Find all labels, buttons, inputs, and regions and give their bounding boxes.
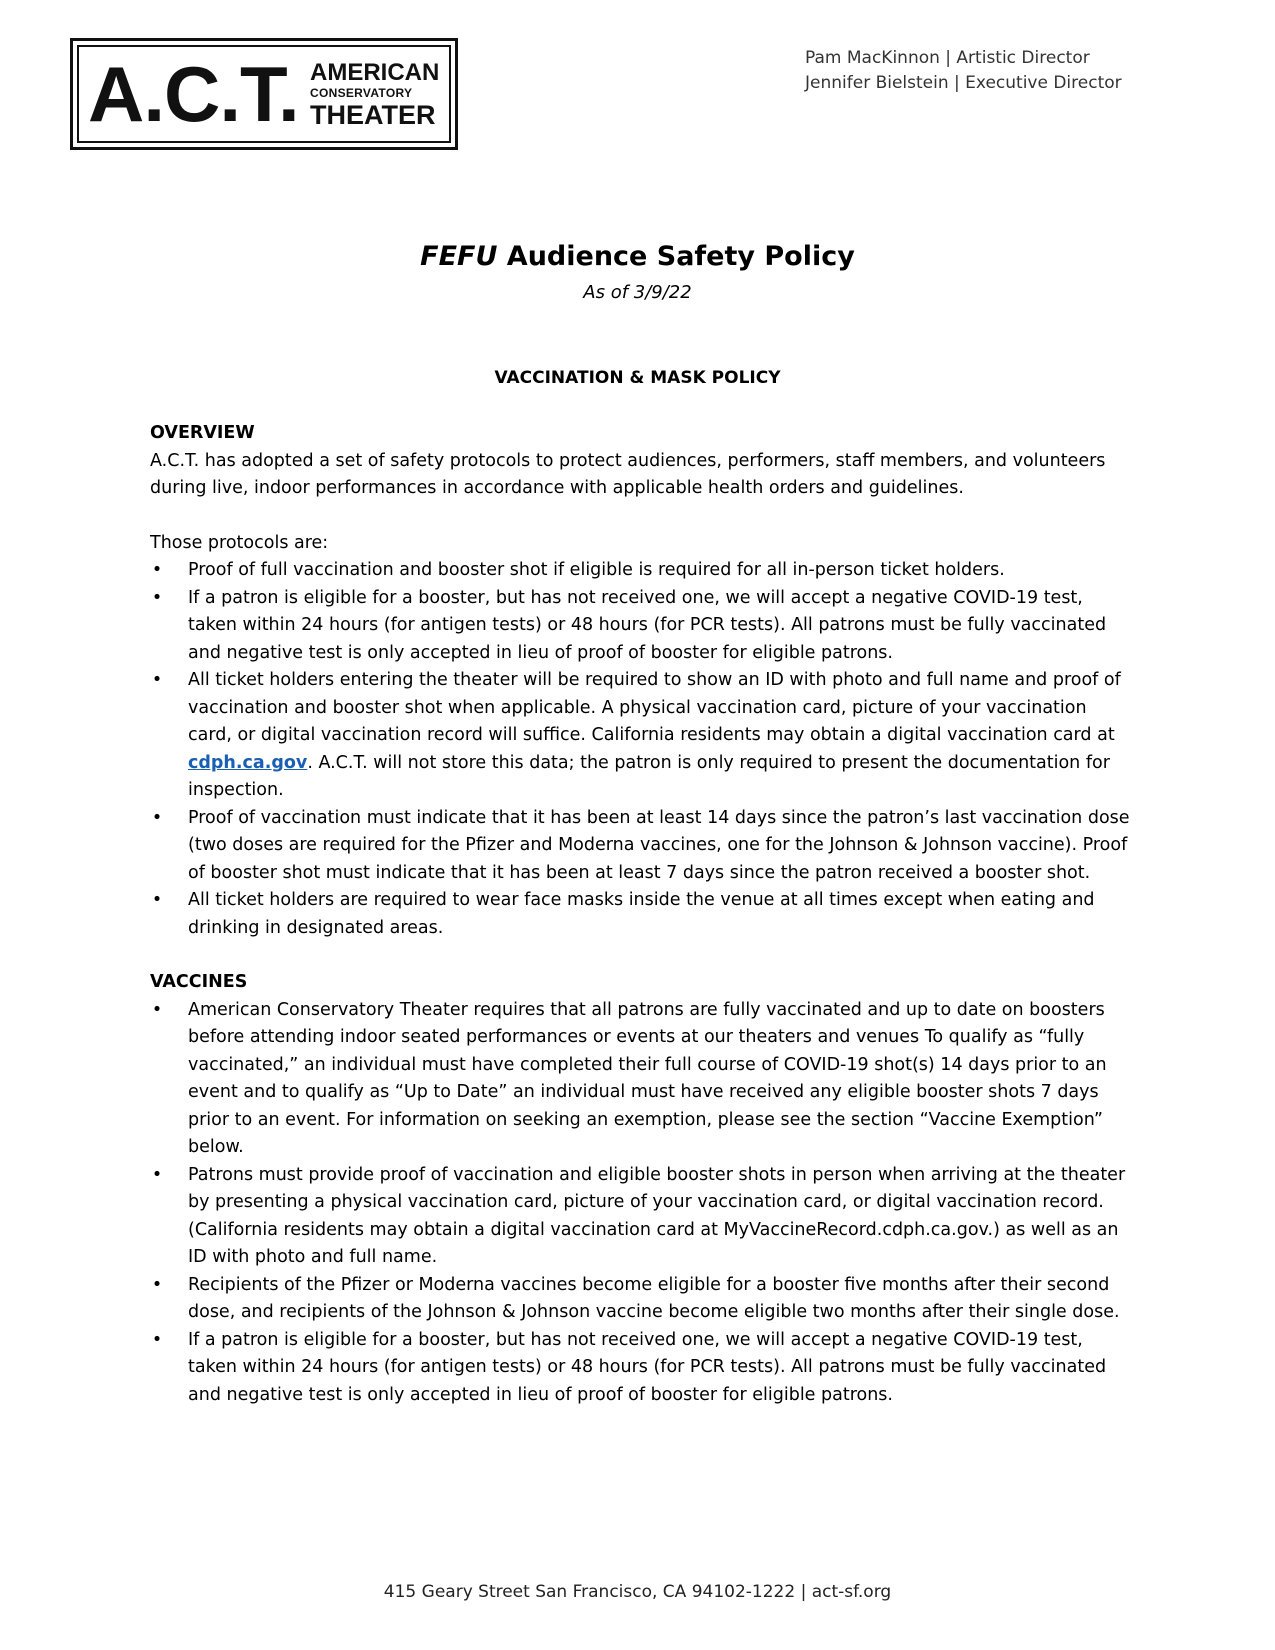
directors-block <box>805 46 1122 96</box>
as-of-date: As of 3/9/22 <box>583 282 692 303</box>
logo-line-conservatory: CONSERVATORY <box>310 86 413 100</box>
show-title: FEFU <box>420 241 498 272</box>
title-rest: Audience Safety Policy <box>497 241 855 272</box>
cdph-link[interactable]: cdph.ca.gov <box>188 752 308 773</box>
logo-mark: A.C.T. <box>88 50 299 138</box>
policy-heading: VACCINATION & MASK POLICY <box>494 368 781 388</box>
protocols-intro: Those protocols are: <box>150 532 329 553</box>
bullet: • <box>151 1164 163 1185</box>
bullet: • <box>151 1274 163 1295</box>
bullet: • <box>151 1329 163 1350</box>
logo-line-theater: THEATER <box>310 100 436 130</box>
bullet: • <box>151 560 163 580</box>
page-title <box>0 240 1275 274</box>
act-logo <box>70 38 458 150</box>
vaccines-list <box>150 997 1130 1410</box>
artistic-director: Pam MacKinnon | Artistic Director <box>805 48 1090 68</box>
bullet: • <box>151 890 163 910</box>
document-body <box>150 420 1130 1409</box>
bullet: • <box>151 670 163 690</box>
list-item: • All ticket holders entering the theater will be required to show an ID with photo and full name and proof of vaccination and booster shot when applicable. A physical vaccination card, picture of your vaccination card, or digital vaccination record will suffice. California residents may obtain a digital vaccination card at cdph.ca.gov. A.C.T. will not store this data; the patron is only required to present the documentation for inspection. <box>150 667 1130 805</box>
logo-line-american: AMERICAN <box>310 59 440 86</box>
list-item: • All ticket holders are required to wear face masks inside the venue at all times except when eating and drinking in designated areas. <box>150 887 1130 942</box>
footer-address: 415 Geary Street San Francisco, CA 94102-1222 | act-sf.org <box>383 1582 892 1602</box>
list-item: • Recipients of the Pfizer or Moderna vaccines become eligible for a booster five months after their second dose, and recipients of the Johnson & Johnson vaccine become eligible two months after their single dose. <box>150 1272 1130 1327</box>
executive-director: Jennifer Bielstein | Executive Director <box>805 73 1122 93</box>
vaccines-heading: VACCINES <box>150 972 248 992</box>
list-item: • If a patron is eligible for a booster, but has not received one, we will accept a negative COVID-19 test, taken within 24 hours (for antigen tests) or 48 hours (for PCR tests). All patrons must be fully vaccinated and negative test is only accepted in lieu of proof of booster for eligible patrons. <box>150 585 1130 668</box>
bullet: • <box>151 587 163 608</box>
list-item: • If a patron is eligible for a booster, but has not received one, we will accept a negative COVID-19 test, taken within 24 hours (for antigen tests) or 48 hours (for PCR tests). All patrons must be fully vaccinated and negative test is only accepted in lieu of proof of booster for eligible patrons. <box>150 1327 1130 1410</box>
list-item: • Proof of vaccination must indicate that it has been at least 14 days since the patron’s last vaccination dose (two doses are required for the Pfizer and Moderna vaccines, one for the Johnson & Johnson vaccine). Proof of booster shot must indicate that it has been at least 7 days since the patron received a booster shot. <box>150 805 1130 888</box>
list-item: • American Conservatory Theater requires that all patrons are fully vaccinated and up to date on boosters before attending indoor seated performances or events at our theaters and venues To qualify as “fully vaccinated,” an individual must have completed their full course of COVID-19 shot(s) 14 days prior to an event and to qualify as “Up to Date” an individual must have received any eligible booster shots 7 days prior to an event. For information on seeking an exemption, please see the section “Vaccine Exemption” below. <box>150 997 1130 1162</box>
protocols-list <box>150 557 1130 942</box>
logo-wordmark <box>310 60 450 130</box>
overview-text: A.C.T. has adopted a set of safety protocols to protect audiences, performers, staff members, and volunteers during live, indoor performances in accordance with applicable health orders and guidelines. <box>150 450 1106 498</box>
overview-heading: OVERVIEW <box>150 423 255 443</box>
bullet: • <box>151 999 163 1020</box>
list-item: • Patrons must provide proof of vaccination and eligible booster shots in person when arriving at the theater by presenting a physical vaccination card, picture of your vaccination card, or digital vaccination record. (California residents may obtain a digital vaccination card at MyVaccineRecord.cdph.ca.gov.) as well as an ID with photo and full name. <box>150 1162 1130 1272</box>
list-item: • Proof of full vaccination and booster shot if eligible is required for all in-person ticket holders. <box>150 557 1130 585</box>
bullet: • <box>151 807 163 828</box>
